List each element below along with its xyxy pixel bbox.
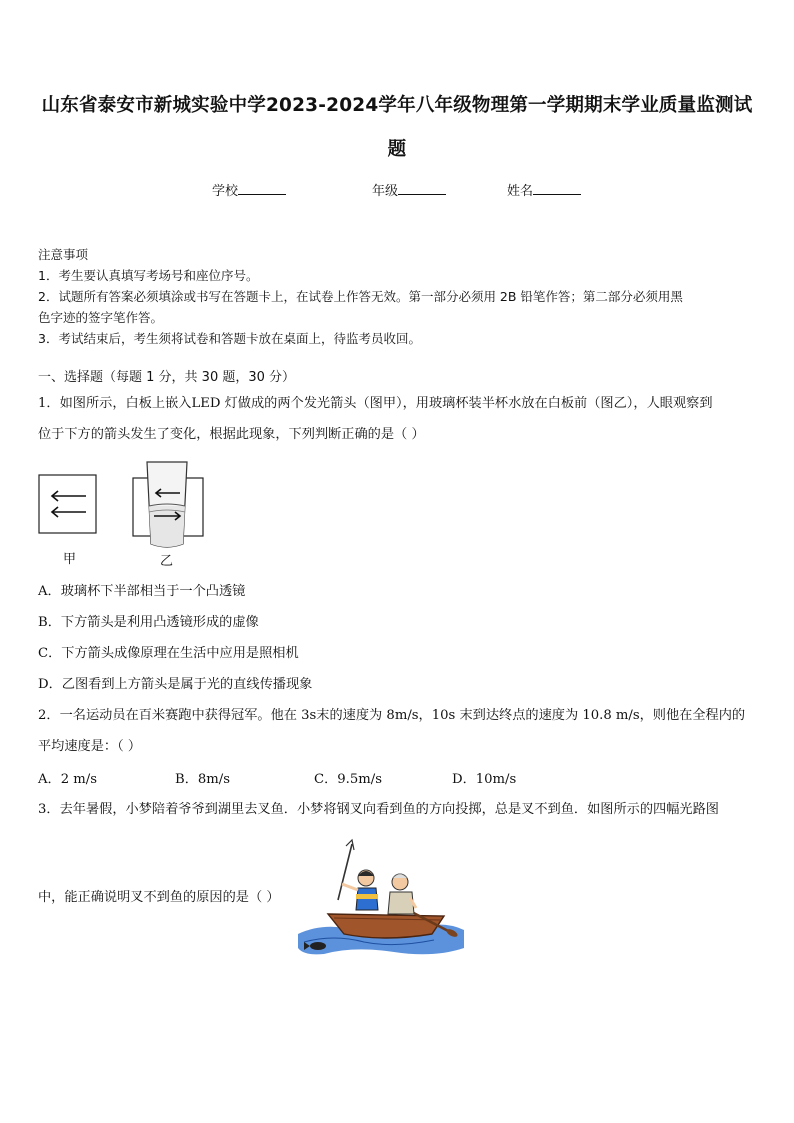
- figure-yi-glass: [132, 460, 208, 552]
- question-3-line-1: 3．去年暑假，小梦陪着爷爷到湖里去叉鱼．小梦将钢叉向看到鱼的方向投掷，总是叉不到鱼．如图所示的四幅光路图: [38, 802, 719, 817]
- notice-item: 2．试题所有答案必须填涂或书写在答题卡上，在试卷上作答无效。第一部分必须用 2B 铅笔作答；第二部分必须用黑: [38, 289, 683, 304]
- question-2: [38, 700, 760, 762]
- notice-block: [38, 244, 760, 349]
- figure-jia-whiteboard: [38, 474, 98, 536]
- notice-item: 色字迹的签字笔作答。: [38, 310, 164, 325]
- question-2-line-1: 2．一名运动员在百米赛跑中获得冠军。他在 3s末的速度为 8m/s，10s 末到达终点的速度为 10.8 m/s，则他在全程内的: [38, 708, 746, 723]
- question-3-line-2: 中，能正确说明叉不到鱼的原因的是（ ）: [38, 890, 280, 905]
- school-label: 学校: [212, 184, 239, 199]
- question-1-line-2: 位于下方的箭头发生了变化，根据此现象，下列判断正确的是（ ）: [38, 427, 425, 442]
- question-3: [38, 794, 760, 825]
- school-field[interactable]: [212, 180, 286, 199]
- name-field[interactable]: [507, 180, 581, 199]
- q2-option-b[interactable]: B．8m/s: [175, 772, 230, 787]
- section-heading: 一、选择题（每题 1 分，共 30 题，30 分）: [38, 370, 296, 385]
- notice-heading: 注意事项: [38, 247, 89, 262]
- page-title: [30, 84, 764, 172]
- figure-yi-caption: 乙: [160, 554, 174, 569]
- q1-option-b[interactable]: B．下方箭头是利用凸透镜形成的虚像: [38, 615, 259, 630]
- school-blank[interactable]: [238, 182, 286, 195]
- notice-item: 3．考试结束后，考生须将试卷和答题卡放在桌面上，待监考员收回。: [38, 331, 421, 346]
- q2-options: [38, 768, 760, 788]
- student-info-row: [0, 180, 794, 200]
- q2-option-c[interactable]: C．9.5m/s: [314, 772, 382, 787]
- q1-option-d[interactable]: D．乙图看到上方箭头是属于光的直线传播现象: [38, 677, 313, 692]
- name-blank[interactable]: [533, 182, 581, 195]
- q2-option-d[interactable]: D．10m/s: [452, 772, 517, 787]
- q1-option-a[interactable]: A．玻璃杯下半部相当于一个凸透镜: [38, 584, 246, 599]
- title-line-1: 山东省泰安市新城实验中学2023-2024学年八年级物理第一学期期末学业质量监测试: [41, 95, 753, 116]
- fishing-boat-illustration: [294, 838, 466, 960]
- name-label: 姓名: [507, 184, 534, 199]
- question-2-line-2: 平均速度是：（ ）: [38, 739, 142, 754]
- grade-label: 年级: [372, 184, 399, 199]
- question-1-line-1: 1．如图所示，白板上嵌入LED 灯做成的两个发光箭头（图甲），用玻璃杯装半杯水放在白板前（图乙），人眼观察到: [38, 396, 713, 411]
- notice-item: 1．考生要认真填写考场号和座位序号。: [38, 268, 259, 283]
- q1-option-c[interactable]: C．下方箭头成像原理在生活中应用是照相机: [38, 646, 299, 661]
- figure-jia-caption: 甲: [63, 552, 77, 567]
- question-1: [38, 388, 760, 450]
- grade-blank[interactable]: [398, 182, 446, 195]
- title-line-2: 题: [387, 139, 407, 160]
- grade-field[interactable]: [372, 180, 446, 199]
- q2-option-a[interactable]: A．2 m/s: [38, 772, 98, 787]
